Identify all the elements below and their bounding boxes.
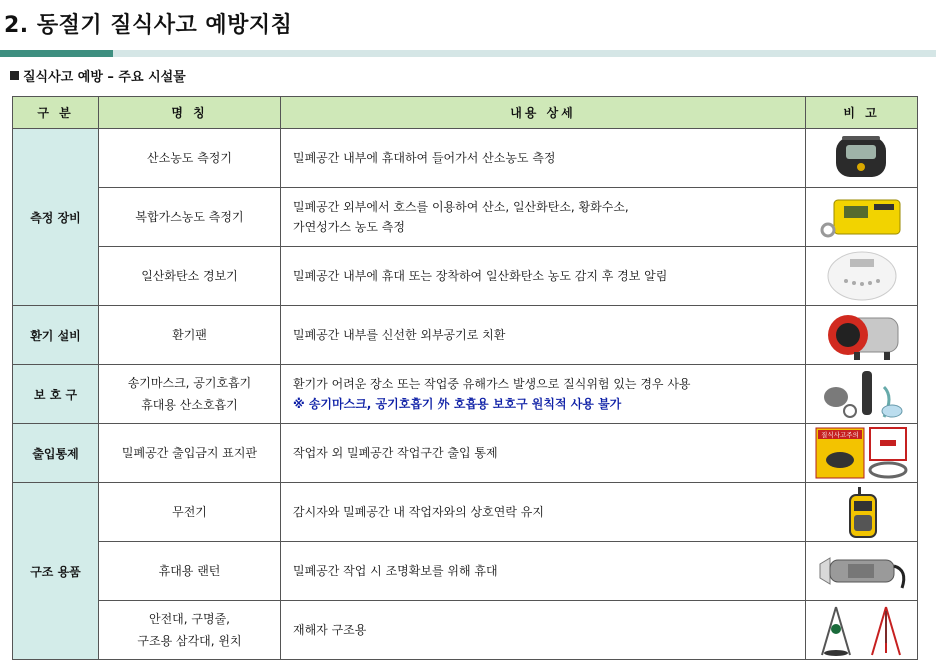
item-name: 환기팬 <box>99 306 281 365</box>
header-category: 구 분 <box>13 97 99 129</box>
radio-icon <box>814 485 910 539</box>
ventilation-fan-icon <box>814 308 910 362</box>
table-row <box>13 129 918 188</box>
item-detail: 재해자 구조용 <box>281 601 806 660</box>
facility-table <box>12 96 918 660</box>
item-detail: 작업자 외 밀폐공간 작업구간 출입 통제 <box>281 424 806 483</box>
table-row <box>13 483 918 542</box>
item-image-cell <box>806 365 918 424</box>
item-detail: 밀폐공간 내부에 휴대하여 들어가서 산소농도 측정 <box>281 129 806 188</box>
item-image-cell <box>806 542 918 601</box>
item-name: 안전대, 구명줄, 구조용 삼각대, 윈치 <box>99 601 281 660</box>
table-row <box>13 247 918 306</box>
item-image-cell <box>806 483 918 542</box>
oxygen-meter-icon <box>814 131 910 185</box>
item-image-cell <box>806 306 918 365</box>
table-row <box>13 188 918 247</box>
table-row <box>13 542 918 601</box>
usage-note: ※ 송기마스크, 공기호흡기 外 호흡용 보호구 원칙적 사용 불가 <box>293 397 622 411</box>
breathing-apparatus-icon <box>814 367 910 421</box>
table-row <box>13 424 918 483</box>
item-image-cell <box>806 424 918 483</box>
table-row <box>13 601 918 660</box>
lantern-icon <box>814 544 910 598</box>
item-image-cell <box>806 247 918 306</box>
item-name: 휴대용 랜턴 <box>99 542 281 601</box>
title-underline <box>0 50 936 57</box>
header-remarks: 비 고 <box>806 97 918 129</box>
item-detail: 밀폐공간 외부에서 호스를 이용하여 산소, 일산화탄소, 황화수소, 가연성가스 농도 측정 <box>281 188 806 247</box>
table-header-row <box>13 97 918 129</box>
table-row <box>13 306 918 365</box>
table-row <box>13 365 918 424</box>
item-image-cell <box>806 129 918 188</box>
category-cell: 측정 장비 <box>13 129 99 306</box>
item-name: 산소농도 측정기 <box>99 129 281 188</box>
item-name: 밀폐공간 출입금지 표지판 <box>99 424 281 483</box>
item-detail: 밀폐공간 내부를 신선한 외부공기로 치환 <box>281 306 806 365</box>
sign-label: 질식사고주의 <box>820 431 859 439</box>
co-alarm-icon <box>814 249 910 303</box>
item-image-cell <box>806 601 918 660</box>
warning-sign-icon <box>814 426 910 480</box>
item-detail: 환기가 어려운 장소 또는 작업중 유해가스 발생으로 질식위험 있는 경우 사용 ※ 송기마스크, 공기호흡기 外 호흡용 보호구 원칙적 사용 불가 <box>281 365 806 424</box>
category-cell: 구조 용품 <box>13 483 99 660</box>
item-name: 복합가스농도 측정기 <box>99 188 281 247</box>
item-name: 무전기 <box>99 483 281 542</box>
item-detail: 감시자와 밀폐공간 내 작업자와의 상호연락 유지 <box>281 483 806 542</box>
bullet-square-icon <box>10 71 19 80</box>
item-detail: 밀폐공간 작업 시 조명확보를 위해 휴대 <box>281 542 806 601</box>
section-subtitle <box>10 66 186 85</box>
category-cell: 출입통제 <box>13 424 99 483</box>
header-name: 명 칭 <box>99 97 281 129</box>
category-cell: 보 호 구 <box>13 365 99 424</box>
subtitle-text: 질식사고 예방 – 주요 시설물 <box>23 70 186 85</box>
rescue-tripod-icon <box>814 603 910 657</box>
header-detail: 내용 상세 <box>281 97 806 129</box>
item-name: 일산화탄소 경보기 <box>99 247 281 306</box>
item-detail: 밀폐공간 내부에 휴대 또는 장착하여 일산화탄소 농도 감지 후 경보 알림 <box>281 247 806 306</box>
multi-gas-detector-icon <box>814 190 910 244</box>
page-title: 2. 동절기 질식사고 예방지침 <box>4 13 293 38</box>
category-cell: 환기 설비 <box>13 306 99 365</box>
item-name: 송기마스크, 공기호흡기 휴대용 산소호흡기 <box>99 365 281 424</box>
item-image-cell <box>806 188 918 247</box>
title-underline-accent <box>0 50 113 57</box>
